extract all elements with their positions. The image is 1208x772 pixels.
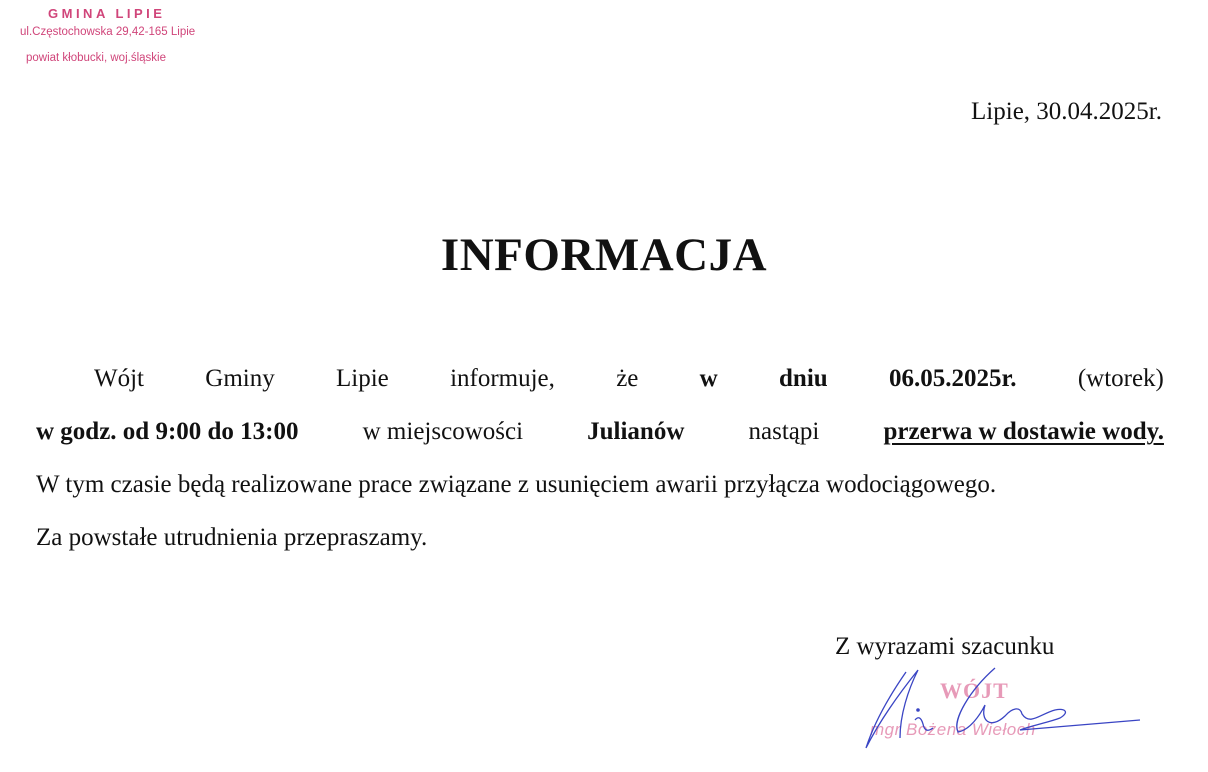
body-line-4: Za powstałe utrudnienia przepraszamy. <box>36 524 428 551</box>
handwritten-signature-icon <box>860 660 1160 760</box>
weekday: (wtorek) <box>1077 365 1164 392</box>
word: dniu <box>779 365 828 392</box>
word: że <box>616 365 639 392</box>
stamp-address: ul.Częstochowska 29,42-165 Lipie <box>20 26 196 38</box>
word: Wójt <box>94 365 144 392</box>
closing-phrase: Z wyrazami szacunku <box>835 633 1055 660</box>
signature-person: mgr Bożena Wiełoch <box>870 720 1036 739</box>
body-line-1 <box>36 352 1164 405</box>
word: Lipie <box>336 365 389 392</box>
text: w miejscowości <box>362 418 524 445</box>
outage-location: Julianów <box>587 418 685 445</box>
word: Gminy <box>205 365 275 392</box>
stamp-county: powiat kłobucki, woj.śląskie <box>26 52 166 64</box>
outage-date: 06.05.2025r. <box>888 365 1017 392</box>
text: nastąpi <box>748 418 820 445</box>
body-line-2 <box>36 405 1164 458</box>
word: informuje, <box>450 365 555 392</box>
document-date: Lipie, 30.04.2025r. <box>971 98 1162 125</box>
outage-hours: w godz. od 9:00 do 13:00 <box>36 418 299 445</box>
word: w <box>699 365 718 392</box>
signature-block <box>860 660 1160 760</box>
document-body <box>36 352 1164 564</box>
document-title: INFORMACJA <box>440 229 768 281</box>
body-line-3: W tym czasie będą realizowane prace związane z usunięciem awarii przyłącza wodociągowego. <box>36 471 997 498</box>
outage-notice: przerwa w dostawie wody. <box>883 418 1164 445</box>
stamp-name: GMINA LIPIE <box>48 6 166 21</box>
signature-role: WÓJT <box>940 678 1009 703</box>
